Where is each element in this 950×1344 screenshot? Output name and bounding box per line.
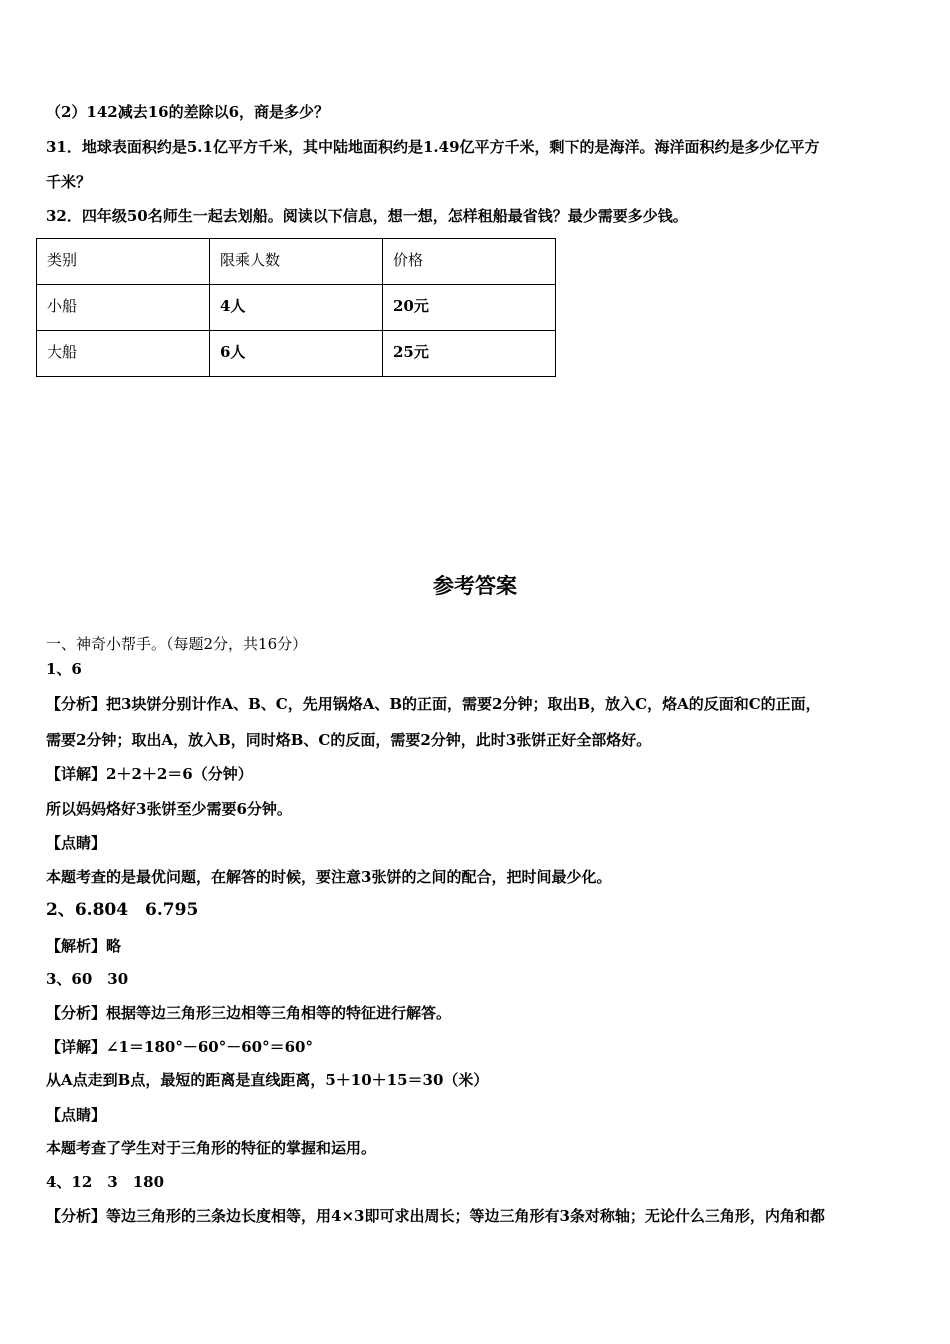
table-row xyxy=(37,285,556,331)
table-header-cell: 价格 xyxy=(383,239,556,285)
answer-1: 1、6 xyxy=(46,660,82,678)
table-header-row xyxy=(37,239,556,285)
answer-1-detail: 【详解】2＋2＋2＝6（分钟） xyxy=(46,765,253,783)
answer-1-tip-label: 【点睛】 xyxy=(46,834,107,852)
answer-4-analysis: 【分析】等边三角形的三条边长度相等，用4×3即可求出周长；等边三角形有3条对称轴；无论什么三角形，内角和都 xyxy=(46,1207,825,1225)
answers-title: 参考答案 xyxy=(433,574,517,598)
question-32: 32．四年级50名师生一起去划船。阅读以下信息，想一想，怎样租船最省钱？最少需要多少钱。 xyxy=(46,207,688,225)
table-cell: 大船 xyxy=(37,331,210,377)
table-cell: 20元 xyxy=(383,285,556,331)
answer-1-analysis-line1: 【分析】把3块饼分别计作A、B、C，先用锅烙A、B的正面，需要2分钟；取出B，放入C，烙A的反面和C的正面， xyxy=(46,695,821,713)
answer-1-result: 所以妈妈烙好3张饼至少需要6分钟。 xyxy=(46,800,292,818)
table-cell: 4人 xyxy=(210,285,383,331)
table-cell: 小船 xyxy=(37,285,210,331)
boat-price-table xyxy=(36,238,556,377)
answer-2: 2、6.804 6.795 xyxy=(46,900,199,920)
answer-3-analysis: 【分析】根据等边三角形三边相等三角相等的特征进行解答。 xyxy=(46,1004,452,1022)
answer-1-tip: 本题考查的是最优问题，在解答的时候，要注意3张饼的之间的配合，把时间最少化。 xyxy=(46,868,612,886)
table-header-cell: 限乘人数 xyxy=(210,239,383,285)
answer-3-detail: 【详解】∠1＝180°－60°－60°＝60° xyxy=(46,1038,313,1056)
question-31-line1: 31．地球表面积约是5.1亿平方千米，其中陆地面积约是1.49亿平方千米，剩下的是海洋。海洋面积约是多少亿平方 xyxy=(46,138,820,156)
question-30-2: （2）142减去16的差除以6，商是多少？ xyxy=(46,103,330,121)
answer-3-tip-label: 【点睛】 xyxy=(46,1106,107,1124)
section-heading: 一、神奇小帮手。（每题2分，共16分） xyxy=(46,635,308,653)
table-cell: 25元 xyxy=(383,331,556,377)
table-cell: 6人 xyxy=(210,331,383,377)
answer-2-analysis: 【解析】略 xyxy=(46,937,122,955)
answer-3-result: 从A点走到B点，最短的距离是直线距离，5＋10＋15＝30（米） xyxy=(46,1071,489,1089)
question-31-line2: 千米？ xyxy=(46,173,92,191)
table-row xyxy=(37,331,556,377)
answer-4: 4、12 3 180 xyxy=(46,1173,165,1191)
answer-1-analysis-line2: 需要2分钟；取出A，放入B，同时烙B、C的反面，需要2分钟，此时3张饼正好全部烙好。 xyxy=(46,731,652,749)
answer-3: 3、60 30 xyxy=(46,970,129,988)
answer-3-tip: 本题考查了学生对于三角形的特征的掌握和运用。 xyxy=(46,1139,377,1157)
table-header-cell: 类别 xyxy=(37,239,210,285)
